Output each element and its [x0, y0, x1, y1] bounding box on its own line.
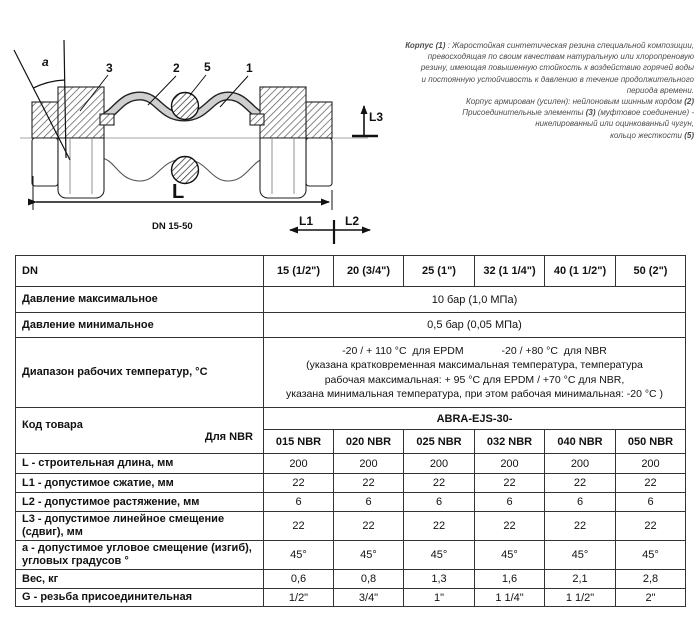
product-code: 050 NBR — [616, 430, 686, 454]
description-line: Корпус (1) : Жаростойкая синтетическая резина специальной композиции, — [405, 41, 694, 50]
temperature-line: рабочая максимальная: + 95 °C для EPDM / +70 °C для NBR, — [324, 373, 625, 386]
product-series: ABRA-EJS-30- — [264, 408, 686, 430]
value-cell: 45° — [264, 541, 334, 570]
product-code: 032 NBR — [475, 430, 545, 454]
row-label: L3 - допустимое линейное смещение (сдвиг), мм — [16, 512, 264, 541]
product-code-row — [16, 408, 686, 430]
row-label: Вес, кг — [16, 570, 264, 589]
product-code-label-cell — [16, 408, 264, 454]
value-cell: 22 — [334, 512, 404, 541]
value-cell: 200 — [475, 454, 545, 474]
product-code: 020 NBR — [334, 430, 404, 454]
value-cell: 22 — [475, 512, 545, 541]
value-cell: 200 — [545, 454, 616, 474]
spec-table — [15, 255, 686, 607]
description-line: превосходящая по своим качествам натуральную или хлоропреновую — [427, 52, 694, 62]
description-line: периода времени. — [626, 85, 694, 95]
value-cell: 45° — [616, 541, 686, 570]
dn-column: 20 (3/4") — [334, 256, 404, 287]
lateral-row — [16, 512, 686, 541]
callout-part5: 5 — [204, 60, 211, 74]
value-cell: 22 — [545, 512, 616, 541]
row-label: L1 - допустимое сжатие, мм — [16, 474, 264, 493]
value-cell: 1,3 — [404, 570, 475, 589]
value-cell: 6 — [475, 493, 545, 512]
product-code: 025 NBR — [404, 430, 475, 454]
left-fitting-section — [32, 87, 114, 138]
value-cell: 45° — [475, 541, 545, 570]
description-line: никелированный или оцинкованный чугун, — [535, 119, 694, 129]
value-cell: 0,6 — [264, 570, 334, 589]
l-label: L — [172, 181, 185, 203]
value-cell: 200 — [616, 454, 686, 474]
product-code-sublabel: Для NBR — [204, 430, 253, 443]
description-line: Присоединительные элементы (3) (муфтовое соединение) - — [462, 108, 694, 118]
value-cell: 22 — [475, 474, 545, 493]
value-cell: 200 — [404, 454, 475, 474]
value-cell: 200 — [264, 454, 334, 474]
value-cell: 0,8 — [334, 570, 404, 589]
value-cell: 2,8 — [616, 570, 686, 589]
callout-part3: 3 — [106, 61, 113, 75]
value-cell: 45° — [545, 541, 616, 570]
callout-part2: 2 — [173, 61, 180, 75]
description-line: и постоянную устойчивость к давлению в течение продолжительного — [421, 74, 694, 84]
temperature-row — [16, 338, 686, 408]
value-cell: 1" — [404, 589, 475, 607]
compression-row — [16, 474, 686, 493]
ring-section-bottom — [172, 157, 199, 184]
dn-column: 15 (1/2") — [264, 256, 334, 287]
right-fitting-section — [250, 87, 332, 138]
value-cell: 6 — [616, 493, 686, 512]
value-cell: 6 — [404, 493, 475, 512]
pressure-min-row — [16, 313, 686, 338]
value-cell: 6 — [334, 493, 404, 512]
temperature-line: (указана кратковременная максимальная температура, температура — [306, 359, 643, 371]
ring-section-top — [172, 93, 199, 120]
l3-label: L3 — [369, 110, 384, 124]
description-line: кольцо жесткости (5) — [610, 130, 694, 140]
weight-row — [16, 570, 686, 589]
dn-header-label: DN — [16, 256, 264, 287]
value-cell: 1,6 — [475, 570, 545, 589]
row-label: G - резьба присоединительная — [16, 589, 264, 607]
angle-label: a — [42, 55, 49, 69]
pressure-max-value: 10 бар (1,0 МПа) — [264, 287, 686, 313]
dn-column: 25 (1") — [404, 256, 475, 287]
left-fitting-outline — [32, 138, 104, 198]
value-cell: 22 — [334, 474, 404, 493]
value-cell: 22 — [264, 474, 334, 493]
row-label: a - допустимое угловое смещение (изгиб), угловых градусов ° — [16, 541, 264, 570]
extension-row — [16, 493, 686, 512]
drawing-svg — [0, 18, 400, 250]
value-cell: 3/4" — [334, 589, 404, 607]
value-cell: 22 — [264, 512, 334, 541]
value-cell: 45° — [334, 541, 404, 570]
value-cell: 22 — [404, 474, 475, 493]
length-row — [16, 454, 686, 474]
dn-range-label: DN 15-50 — [152, 221, 193, 232]
row-label: L2 - допустимое растяжение, мм — [16, 493, 264, 512]
l2-label: L2 — [345, 214, 360, 228]
dn-header-row — [16, 256, 686, 287]
value-cell: 6 — [264, 493, 334, 512]
right-fitting-outline — [260, 138, 332, 198]
row-label: L - строительная длина, мм — [16, 454, 264, 474]
row-label: Давление минимальное — [16, 313, 264, 338]
product-code-label: Код товара — [22, 418, 83, 431]
description-line: резину, имеющая повышенную стойкость к воздействию горячей воды — [420, 63, 694, 73]
angular-row — [16, 541, 686, 570]
value-cell: 200 — [334, 454, 404, 474]
value-cell: 1 1/4" — [475, 589, 545, 607]
pressure-min-value: 0,5 бар (0,05 МПа) — [264, 313, 686, 338]
value-cell: 45° — [404, 541, 475, 570]
l1-label: L1 — [299, 214, 314, 228]
material-description — [364, 40, 694, 141]
thread-row — [16, 589, 686, 607]
value-cell: 22 — [404, 512, 475, 541]
value-cell: 22 — [545, 474, 616, 493]
description-line: Корпус армирован (усилен): нейлоновым шинным кордом (2) — [466, 97, 694, 107]
value-cell: 6 — [545, 493, 616, 512]
value-cell: 2" — [616, 589, 686, 607]
dn-column: 32 (1 1/4") — [475, 256, 545, 287]
row-label: Давление максимальное — [16, 287, 264, 313]
value-cell: 22 — [616, 512, 686, 541]
value-cell: 2,1 — [545, 570, 616, 589]
row-label: Диапазон рабочих температур, °C — [16, 338, 264, 408]
expansion-joint-drawing — [0, 18, 400, 250]
value-cell: 1/2" — [264, 589, 334, 607]
dn-column: 40 (1 1/2") — [545, 256, 616, 287]
temperature-line: -20 / + 110 °C для EPDM -20 / +80 °C для NBR — [342, 344, 607, 357]
dn-column: 50 (2") — [616, 256, 686, 287]
value-cell: 1 1/2" — [545, 589, 616, 607]
product-code: 040 NBR — [545, 430, 616, 454]
callout-part1: 1 — [246, 61, 253, 75]
pressure-max-row — [16, 287, 686, 313]
product-code: 015 NBR — [264, 430, 334, 454]
temperature-line: указана минимальная температура, при этом рабочая минимальная: -20 °C ) — [285, 388, 664, 400]
temperature-value — [264, 338, 686, 408]
value-cell: 22 — [616, 474, 686, 493]
